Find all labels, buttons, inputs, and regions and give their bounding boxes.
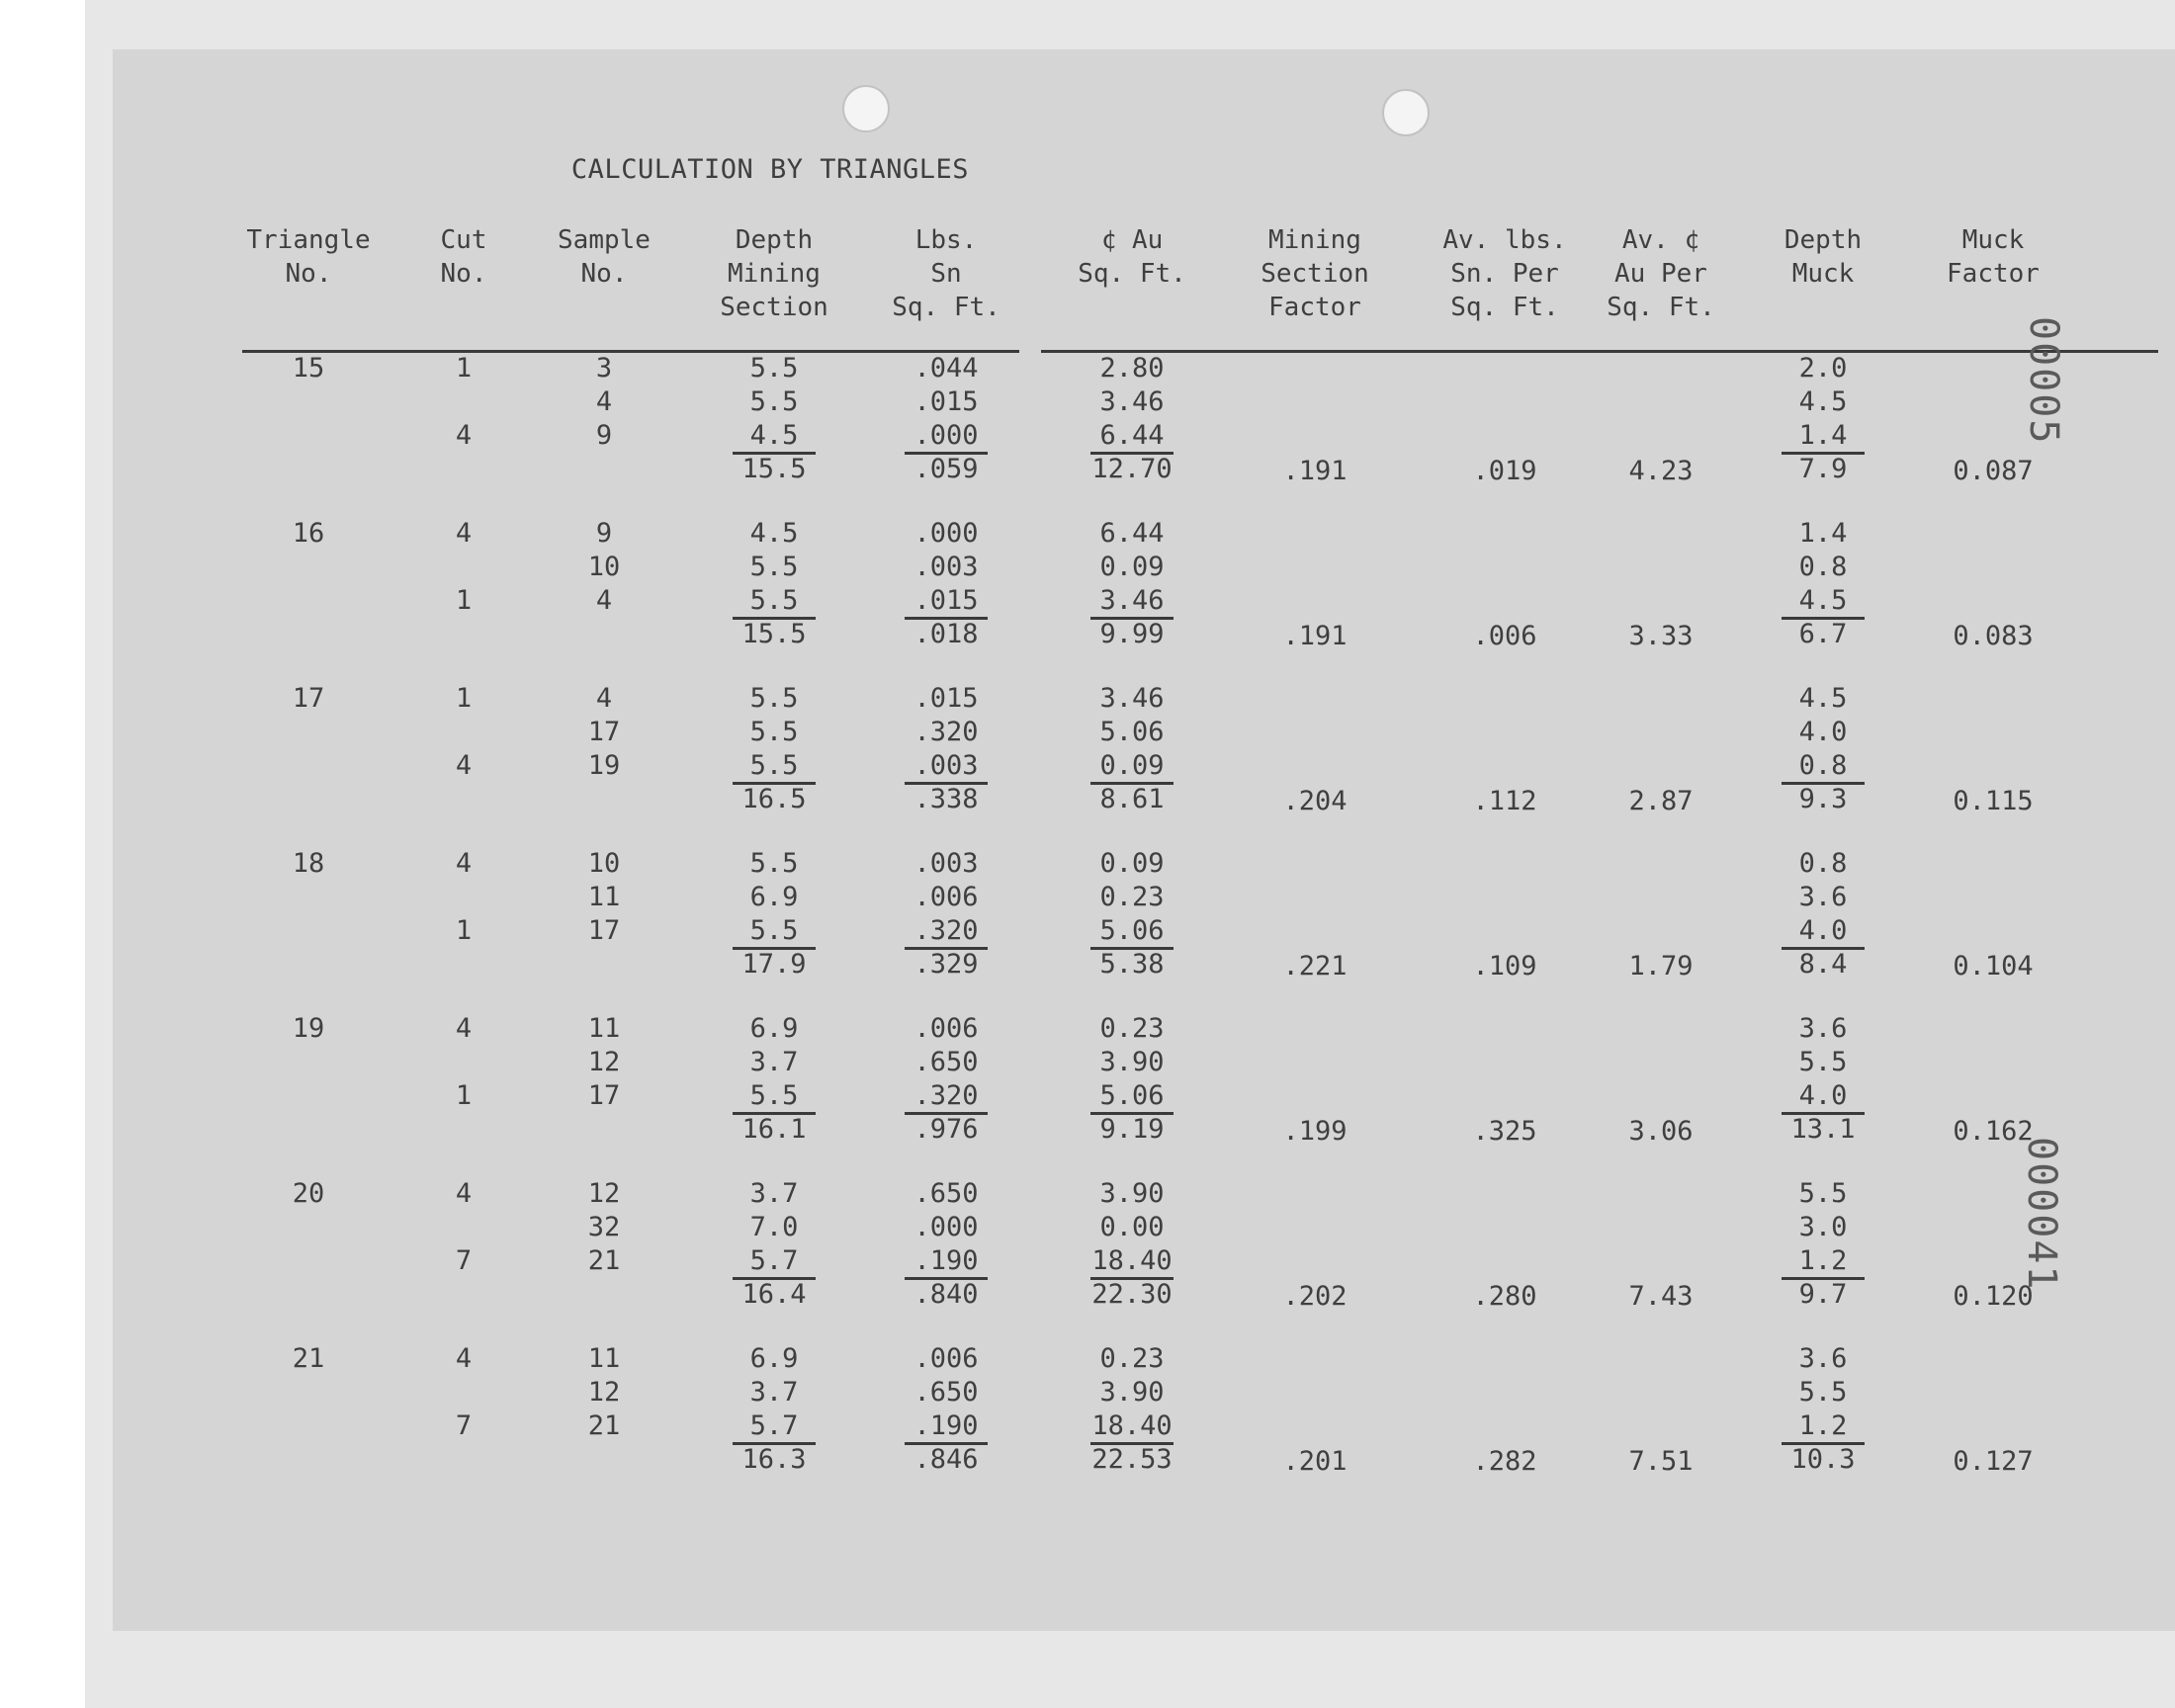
depth-muck: 0.8	[1798, 848, 1848, 879]
sample-number: 12	[587, 1377, 621, 1408]
cut-number: 4	[455, 518, 473, 549]
cut-number: 1	[455, 353, 473, 384]
column-header-line: Sample	[558, 225, 651, 255]
lbs-sn-per-sqft: .320	[914, 717, 979, 747]
punch-hole	[842, 85, 890, 132]
au-cents-per-sqft: 0.09	[1099, 552, 1165, 582]
sn-total: .976	[905, 1112, 988, 1145]
cut-number: 1	[455, 915, 473, 946]
mining-section-factor: .191	[1282, 456, 1348, 486]
sample-number: 4	[595, 386, 613, 417]
sample-number: 12	[587, 1047, 621, 1077]
depth-total: 16.4	[733, 1277, 816, 1310]
avg-au-per-sqft: 7.43	[1628, 1281, 1694, 1312]
column-header	[419, 223, 508, 291]
margin-stamp-lower: 000041	[2019, 1137, 2064, 1292]
sample-number: 12	[587, 1178, 621, 1209]
sample-number: 17	[587, 1080, 621, 1111]
avg-lbs-sn-per-sqft: .112	[1472, 786, 1537, 816]
sample-number: 11	[587, 1343, 621, 1374]
cut-number: 4	[455, 750, 473, 781]
lbs-sn-per-sqft: .006	[914, 1013, 979, 1044]
depth-muck: 5.5	[1798, 1047, 1848, 1077]
au-total: 5.38	[1090, 947, 1174, 980]
depth-muck: 5.5	[1798, 1178, 1848, 1209]
depth-total: 16.3	[733, 1442, 816, 1475]
depth-mining-section: 5.7	[749, 1245, 799, 1276]
depth-muck: 4.0	[1798, 717, 1848, 747]
avg-lbs-sn-per-sqft: .109	[1472, 951, 1537, 982]
muck-factor: 0.162	[1953, 1116, 2034, 1147]
cut-number: 1	[455, 1080, 473, 1111]
punch-hole	[1382, 89, 1430, 136]
lbs-sn-per-sqft: .650	[914, 1178, 979, 1209]
au-total: 9.99	[1090, 617, 1174, 649]
cut-number: 7	[455, 1410, 473, 1441]
sample-number: 21	[587, 1410, 621, 1441]
depth-mining-section: 5.7	[749, 1410, 799, 1441]
muck-factor: 0.087	[1953, 456, 2034, 486]
au-total: 9.19	[1090, 1112, 1174, 1145]
mining-section-factor: .191	[1282, 621, 1348, 651]
depth-mining-section: 5.5	[749, 1080, 799, 1111]
lbs-sn-per-sqft: .006	[914, 882, 979, 912]
au-cents-per-sqft: 18.40	[1091, 1410, 1173, 1441]
document-page	[113, 49, 2175, 1631]
au-cents-per-sqft: 5.06	[1099, 1080, 1165, 1111]
muck-total: 9.3	[1782, 782, 1865, 814]
depth-mining-section: 4.5	[749, 420, 799, 451]
sample-number: 3	[595, 353, 613, 384]
mining-section-factor: .201	[1282, 1446, 1348, 1477]
column-header-line: Factor	[1268, 293, 1361, 322]
au-cents-per-sqft: 3.90	[1099, 1377, 1165, 1408]
lbs-sn-per-sqft: .044	[914, 353, 979, 384]
sample-number: 19	[587, 750, 621, 781]
column-header-line: Sq. Ft.	[1078, 259, 1186, 289]
lbs-sn-per-sqft: .015	[914, 386, 979, 417]
lbs-sn-per-sqft: .650	[914, 1047, 979, 1077]
au-cents-per-sqft: 3.46	[1099, 585, 1165, 616]
column-header-line: Depth	[735, 225, 814, 255]
lbs-sn-per-sqft: .006	[914, 1343, 979, 1374]
avg-au-per-sqft: 7.51	[1628, 1446, 1694, 1477]
column-header	[1919, 223, 2067, 291]
lbs-sn-per-sqft: .320	[914, 1080, 979, 1111]
depth-total: 17.9	[733, 947, 816, 980]
depth-muck: 0.8	[1798, 750, 1848, 781]
triangle-number: 15	[292, 353, 325, 384]
depth-mining-section: 3.7	[749, 1178, 799, 1209]
depth-muck: 4.5	[1798, 585, 1848, 616]
lbs-sn-per-sqft: .003	[914, 552, 979, 582]
column-header-line: Section	[1261, 259, 1369, 289]
depth-mining-section: 4.5	[749, 518, 799, 549]
depth-total: 16.1	[733, 1112, 816, 1145]
depth-mining-section: 6.9	[749, 1343, 799, 1374]
sample-number: 21	[587, 1245, 621, 1276]
triangle-number: 16	[292, 518, 325, 549]
sn-total: .338	[905, 782, 988, 814]
sample-number: 10	[587, 848, 621, 879]
muck-total: 7.9	[1782, 452, 1865, 484]
lbs-sn-per-sqft: .190	[914, 1245, 979, 1276]
depth-total: 16.5	[733, 782, 816, 814]
au-cents-per-sqft: 3.90	[1099, 1047, 1165, 1077]
depth-muck: 3.6	[1798, 1343, 1848, 1374]
column-header-line: Mining	[1268, 225, 1361, 255]
au-cents-per-sqft: 18.40	[1091, 1245, 1173, 1276]
triangle-number: 20	[292, 1178, 325, 1209]
cut-number: 1	[455, 585, 473, 616]
au-cents-per-sqft: 5.06	[1099, 915, 1165, 946]
column-header-line: Factor	[1947, 259, 2040, 289]
column-header	[540, 223, 668, 291]
column-header-line: Triangle	[246, 225, 371, 255]
sample-number: 9	[595, 420, 613, 451]
column-header-line: Depth	[1784, 225, 1863, 255]
triangle-number: 19	[292, 1013, 325, 1044]
mining-section-factor: .221	[1282, 951, 1348, 982]
column-header	[1592, 223, 1730, 324]
depth-muck: 1.4	[1798, 420, 1848, 451]
muck-total: 13.1	[1782, 1112, 1865, 1145]
sample-number: 17	[587, 915, 621, 946]
muck-total: 6.7	[1782, 617, 1865, 649]
muck-factor: 0.115	[1953, 786, 2034, 816]
sn-total: .840	[905, 1277, 988, 1310]
au-total: 8.61	[1090, 782, 1174, 814]
column-header-line: No.	[285, 259, 332, 289]
triangle-number: 21	[292, 1343, 325, 1374]
avg-lbs-sn-per-sqft: .325	[1472, 1116, 1537, 1147]
avg-lbs-sn-per-sqft: .280	[1472, 1281, 1537, 1312]
column-header-line: Lbs.	[914, 225, 978, 255]
column-header-line: ¢ Au	[1100, 225, 1164, 255]
column-header-line: Mining	[728, 259, 821, 289]
depth-mining-section: 3.7	[749, 1377, 799, 1408]
cut-number: 4	[455, 1178, 473, 1209]
sn-total: .059	[905, 452, 988, 484]
column-header-line: Cut	[440, 225, 487, 255]
mining-section-factor: .204	[1282, 786, 1348, 816]
column-header-line: Sn. Per	[1450, 259, 1559, 289]
muck-factor: 0.120	[1953, 1281, 2034, 1312]
depth-muck: 1.2	[1798, 1245, 1848, 1276]
sample-number: 9	[595, 518, 613, 549]
au-total: 22.53	[1091, 1444, 1173, 1475]
depth-muck: 1.2	[1798, 1410, 1848, 1441]
au-cents-per-sqft: 0.23	[1099, 1013, 1165, 1044]
au-total: 12.70	[1091, 454, 1173, 484]
avg-lbs-sn-per-sqft: .019	[1472, 456, 1537, 486]
depth-mining-section: 5.5	[749, 848, 799, 879]
avg-au-per-sqft: 1.79	[1628, 951, 1694, 982]
column-header-line: Sq. Ft.	[892, 293, 1000, 322]
column-header-line: Au Per	[1614, 259, 1707, 289]
margin-stamp-upper: 00005	[2021, 316, 2066, 446]
depth-muck: 0.8	[1798, 552, 1848, 582]
triangle-number: 18	[292, 848, 325, 879]
column-header-line: Muck	[1961, 225, 2025, 255]
au-cents-per-sqft: 0.00	[1099, 1212, 1165, 1242]
depth-muck: 3.6	[1798, 882, 1848, 912]
column-header-line: Sq. Ft.	[1607, 293, 1715, 322]
au-total: 22.30	[1091, 1279, 1173, 1310]
cut-number: 7	[455, 1245, 473, 1276]
cut-number: 4	[455, 848, 473, 879]
column-header	[1426, 223, 1584, 324]
depth-mining-section: 3.7	[749, 1047, 799, 1077]
column-header-line: Sn	[930, 259, 962, 289]
mining-section-factor: .202	[1282, 1281, 1348, 1312]
column-header-line: Av. ¢	[1621, 225, 1700, 255]
lbs-sn-per-sqft: .320	[914, 915, 979, 946]
muck-total: 8.4	[1782, 947, 1865, 980]
au-cents-per-sqft: 2.80	[1099, 353, 1165, 384]
column-header-line: Av. lbs.	[1442, 225, 1567, 255]
scan-margin	[0, 0, 85, 1708]
lbs-sn-per-sqft: .000	[914, 420, 979, 451]
header-rule	[1041, 350, 2158, 353]
sample-number: 17	[587, 717, 621, 747]
sample-number: 10	[587, 552, 621, 582]
sn-total: .018	[905, 617, 988, 649]
depth-mining-section: 5.5	[749, 585, 799, 616]
depth-mining-section: 5.5	[749, 386, 799, 417]
au-cents-per-sqft: 3.90	[1099, 1178, 1165, 1209]
column-header-line: No.	[580, 259, 628, 289]
au-cents-per-sqft: 0.23	[1099, 1343, 1165, 1374]
depth-mining-section: 5.5	[749, 717, 799, 747]
avg-au-per-sqft: 2.87	[1628, 786, 1694, 816]
au-cents-per-sqft: 0.09	[1099, 750, 1165, 781]
lbs-sn-per-sqft: .000	[914, 1212, 979, 1242]
sample-number: 4	[595, 683, 613, 714]
avg-au-per-sqft: 3.06	[1628, 1116, 1694, 1147]
column-header-line: Sq. Ft.	[1450, 293, 1559, 322]
column-header	[1241, 223, 1389, 324]
au-cents-per-sqft: 0.23	[1099, 882, 1165, 912]
depth-mining-section: 5.5	[749, 750, 799, 781]
au-cents-per-sqft: 0.09	[1099, 848, 1165, 879]
depth-mining-section: 6.9	[749, 882, 799, 912]
depth-mining-section: 5.5	[749, 915, 799, 946]
cut-number: 1	[455, 683, 473, 714]
depth-muck: 2.0	[1798, 353, 1848, 384]
depth-mining-section: 5.5	[749, 353, 799, 384]
lbs-sn-per-sqft: .003	[914, 848, 979, 879]
depth-total: 15.5	[733, 452, 816, 484]
muck-factor: 0.104	[1953, 951, 2034, 982]
column-header-line: No.	[440, 259, 487, 289]
sn-total: .329	[905, 947, 988, 980]
depth-muck: 5.5	[1798, 1377, 1848, 1408]
depth-mining-section: 6.9	[749, 1013, 799, 1044]
avg-lbs-sn-per-sqft: .006	[1472, 621, 1537, 651]
mining-section-factor: .199	[1282, 1116, 1348, 1147]
avg-au-per-sqft: 4.23	[1628, 456, 1694, 486]
depth-muck: 3.0	[1798, 1212, 1848, 1242]
sample-number: 32	[587, 1212, 621, 1242]
triangle-number: 17	[292, 683, 325, 714]
lbs-sn-per-sqft: .650	[914, 1377, 979, 1408]
lbs-sn-per-sqft: .015	[914, 585, 979, 616]
muck-factor: 0.083	[1953, 621, 2034, 651]
sample-number: 11	[587, 1013, 621, 1044]
muck-total: 9.7	[1782, 1277, 1865, 1310]
column-header	[877, 223, 1015, 324]
sample-number: 11	[587, 882, 621, 912]
lbs-sn-per-sqft: .000	[914, 518, 979, 549]
au-cents-per-sqft: 5.06	[1099, 717, 1165, 747]
depth-mining-section: 5.5	[749, 552, 799, 582]
au-cents-per-sqft: 6.44	[1099, 518, 1165, 549]
depth-muck: 4.0	[1798, 915, 1848, 946]
column-header	[234, 223, 383, 291]
page-title: CALCULATION BY TRIANGLES	[570, 154, 970, 185]
au-cents-per-sqft: 6.44	[1099, 420, 1165, 451]
column-header-line: Section	[720, 293, 828, 322]
depth-muck: 4.5	[1798, 683, 1848, 714]
cut-number: 4	[455, 1343, 473, 1374]
depth-muck: 1.4	[1798, 518, 1848, 549]
depth-mining-section: 7.0	[749, 1212, 799, 1242]
muck-total: 10.3	[1782, 1442, 1865, 1475]
au-cents-per-sqft: 3.46	[1099, 683, 1165, 714]
column-header	[1754, 223, 1892, 291]
depth-muck: 4.0	[1798, 1080, 1848, 1111]
column-header	[695, 223, 853, 324]
depth-total: 15.5	[733, 617, 816, 649]
column-header	[1058, 223, 1206, 291]
avg-au-per-sqft: 3.33	[1628, 621, 1694, 651]
depth-muck: 3.6	[1798, 1013, 1848, 1044]
depth-muck: 4.5	[1798, 386, 1848, 417]
cut-number: 4	[455, 420, 473, 451]
depth-mining-section: 5.5	[749, 683, 799, 714]
sample-number: 4	[595, 585, 613, 616]
lbs-sn-per-sqft: .015	[914, 683, 979, 714]
column-header-line: Muck	[1791, 259, 1855, 289]
au-cents-per-sqft: 3.46	[1099, 386, 1165, 417]
lbs-sn-per-sqft: .003	[914, 750, 979, 781]
muck-factor: 0.127	[1953, 1446, 2034, 1477]
cut-number: 4	[455, 1013, 473, 1044]
sn-total: .846	[905, 1442, 988, 1475]
avg-lbs-sn-per-sqft: .282	[1472, 1446, 1537, 1477]
lbs-sn-per-sqft: .190	[914, 1410, 979, 1441]
